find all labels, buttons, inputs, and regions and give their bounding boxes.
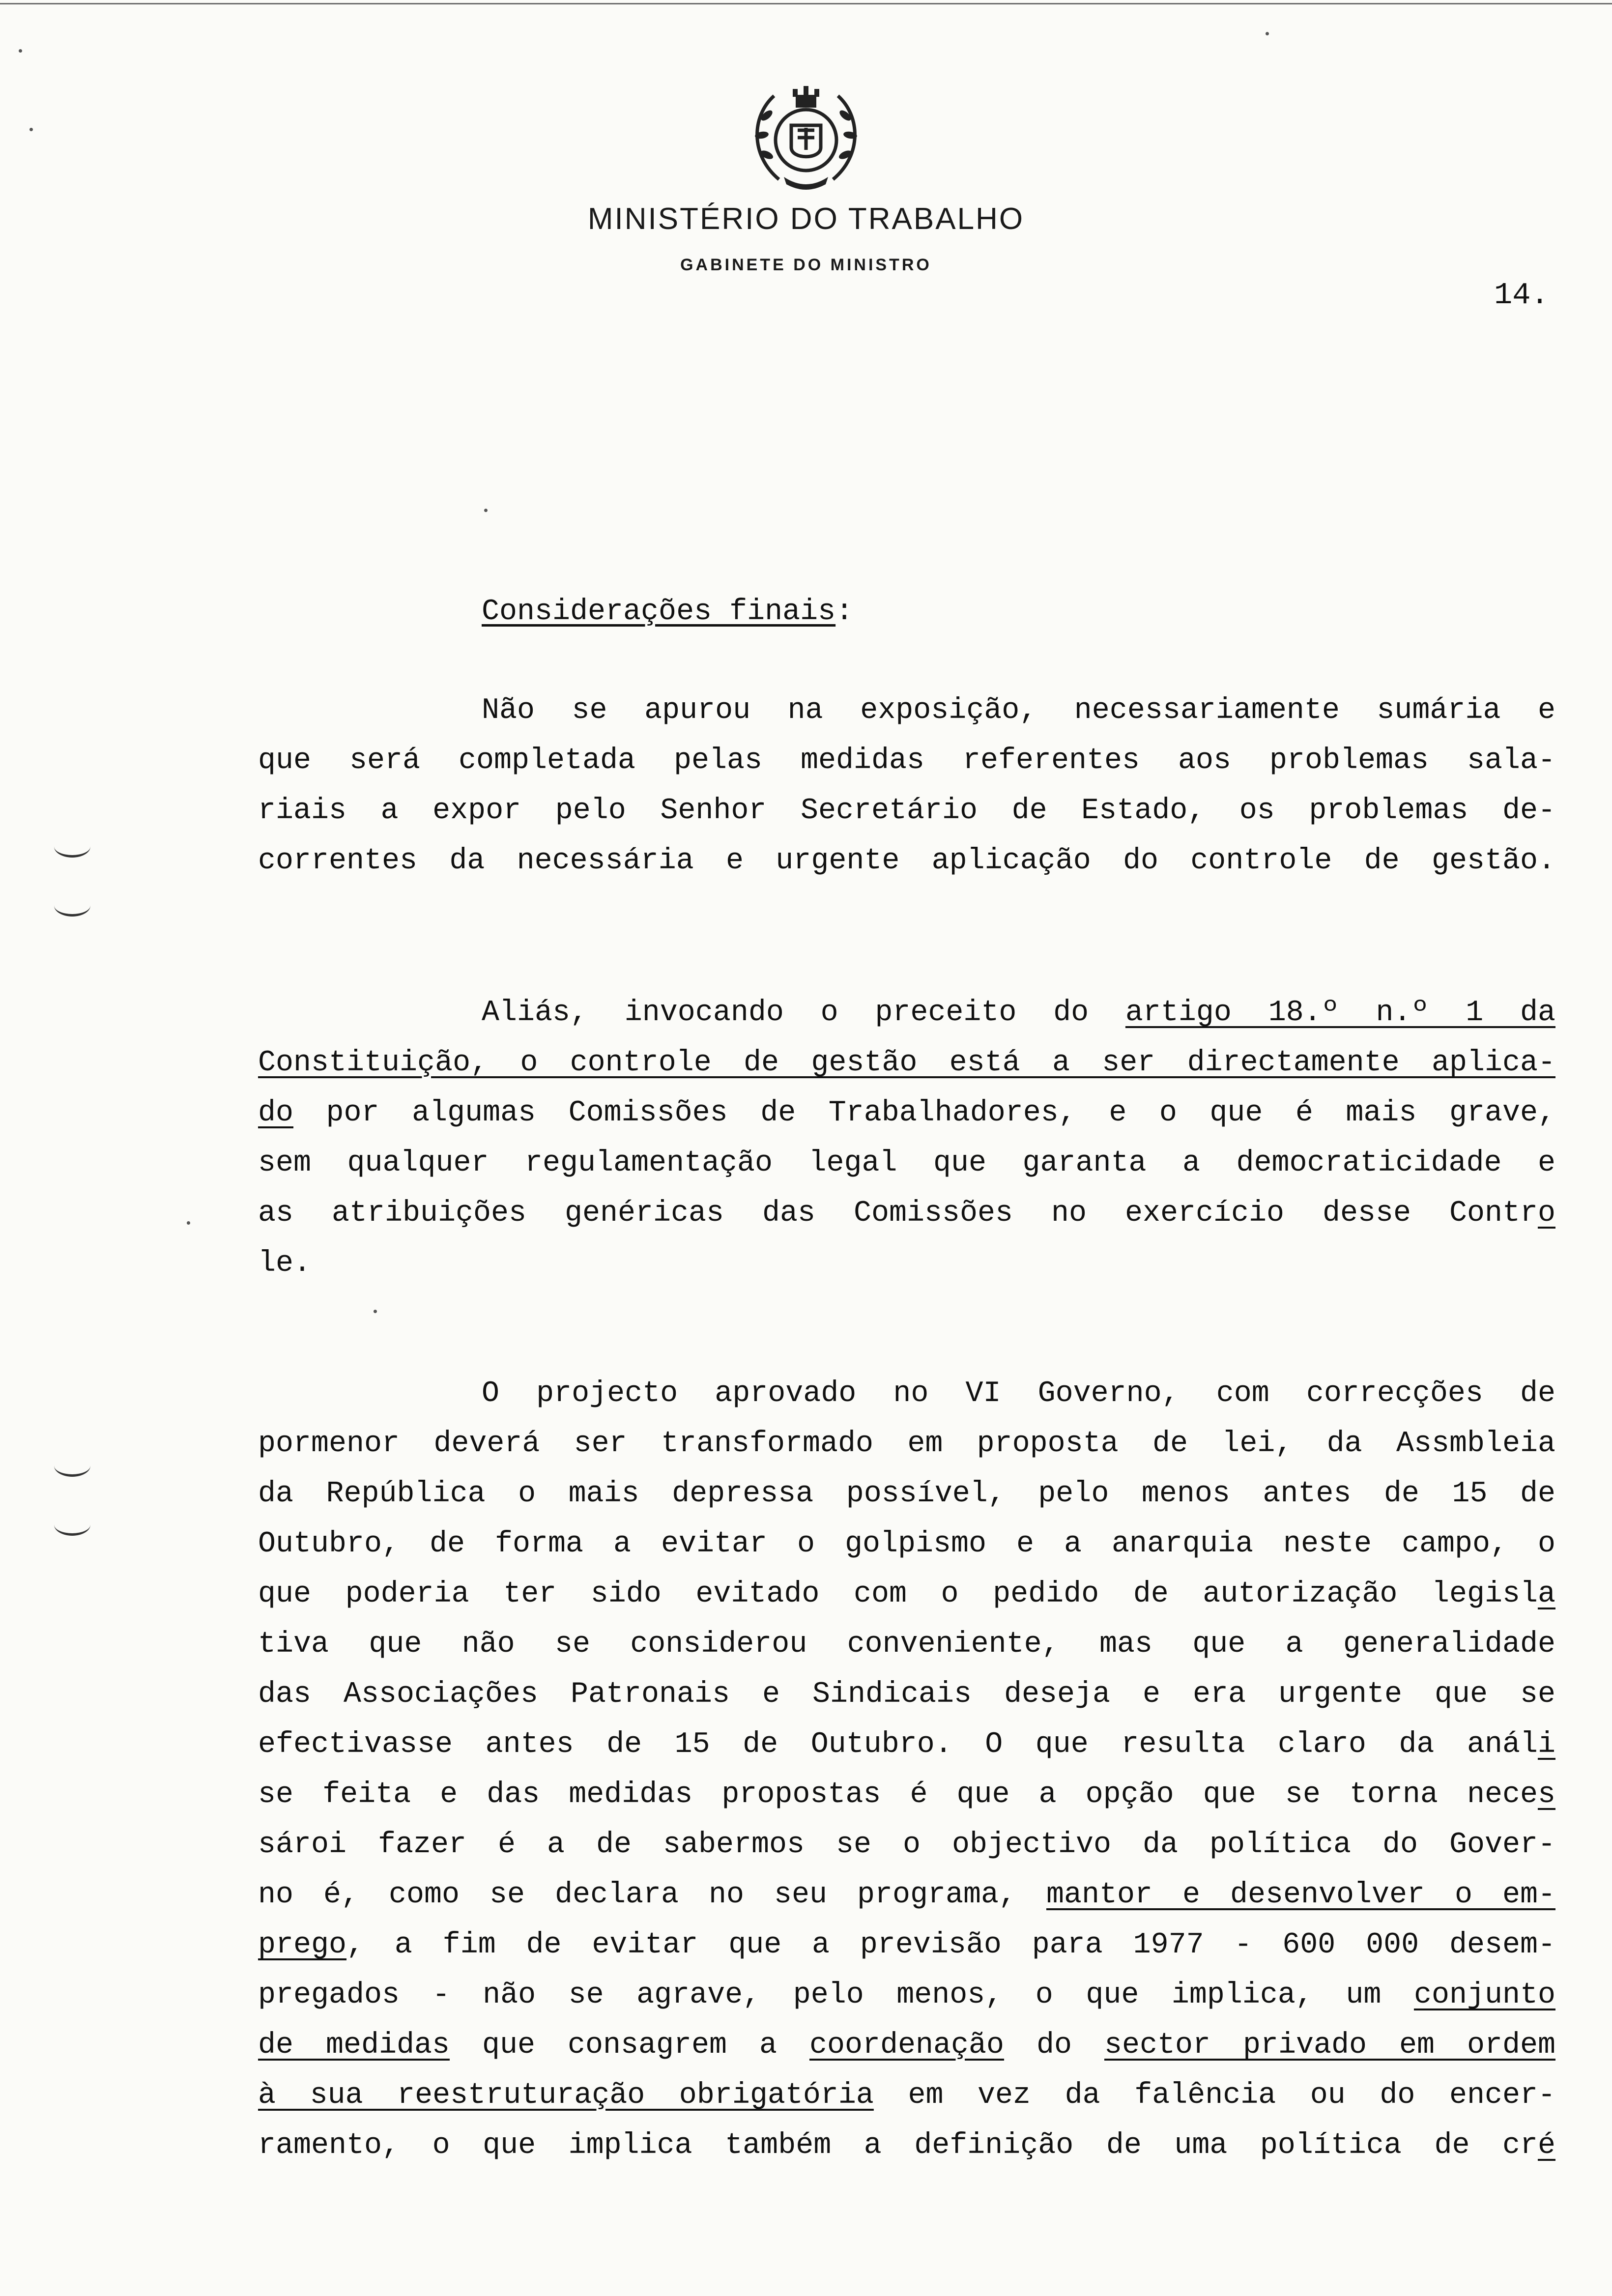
text-run: pregados - não se agrave, pelo menos, o que implica, um bbox=[258, 1979, 1414, 2012]
paragraph-3-line bbox=[258, 2070, 1555, 2121]
top-rule bbox=[0, 3, 1612, 4]
paragraph-1-line: Não se apurou na exposição, necessariamente sumária e bbox=[482, 694, 1555, 727]
paragraph-3-line bbox=[258, 1970, 1555, 2020]
paragraph-3-line: tiva que não se considerou conveniente, mas que a generalidade bbox=[258, 1628, 1555, 1661]
text-run: as atribuições genéricas das Comissões no exercício desse Contr bbox=[258, 1197, 1538, 1230]
paragraph-3-line bbox=[258, 1770, 1555, 1820]
text-run: que poderia ter sido evitado com o pedido de autorização legisl bbox=[258, 1578, 1538, 1611]
text-run: no é, como se declara no seu programa, bbox=[258, 1878, 1046, 1912]
underlined-phrase: coordenação bbox=[809, 2029, 1005, 2062]
paragraph-2-line bbox=[258, 1188, 1555, 1238]
underlined-syllable: a bbox=[1537, 1578, 1555, 1611]
paragraph-1-line: riais a expor pelo Senhor Secretário de Estado, os problemas de- bbox=[258, 794, 1555, 828]
speck bbox=[19, 49, 22, 53]
paragraph-1-line: que será completada pelas medidas referentes aos problemas sala- bbox=[258, 744, 1555, 777]
paragraph-3-line: das Associações Patronais e Sindicais deseja e era urgente que se bbox=[258, 1678, 1555, 1711]
underlined-phrase: de medidas bbox=[258, 2029, 450, 2062]
underlined-syllable: i bbox=[1537, 1728, 1555, 1761]
text-run: do bbox=[1004, 2029, 1104, 2062]
paragraph-2-line bbox=[258, 1088, 1555, 1138]
coat-of-arms-emblem bbox=[745, 81, 867, 194]
paragraph-2-line bbox=[258, 1038, 1555, 1088]
speck bbox=[187, 1221, 190, 1225]
text-run: , a fim de evitar que a previsão para 1977 - 600 000 desem- bbox=[346, 1928, 1555, 1962]
text-run: Aliás, invocando o preceito do bbox=[482, 996, 1125, 1030]
underlined-phrase: prego bbox=[258, 1928, 347, 1962]
paragraph-3-line: da República o mais depressa possível, pelo menos antes de 15 de bbox=[258, 1477, 1555, 1511]
underlined-phrase: sector privado em ordem bbox=[1104, 2029, 1556, 2062]
paragraph-3-line bbox=[258, 1720, 1555, 1770]
underlined-reference: Constituição, o controle de gestão está a ser directamente aplica- bbox=[258, 1046, 1555, 1080]
text-run: por algumas Comissões de Trabalhadores, e o que é mais grave, bbox=[293, 1096, 1555, 1130]
underlined-phrase: conjunto bbox=[1413, 1979, 1555, 2012]
paragraph-3-line: sároi fazer é a de sabermos se o objectivo da política do Gover- bbox=[258, 1828, 1555, 1862]
page-number: 14. bbox=[1494, 278, 1549, 313]
section-title bbox=[482, 592, 853, 631]
text-run: se feita e das medidas propostas é que a opção que se torna nece bbox=[258, 1778, 1538, 1811]
text-run: em vez da falência ou do encer- bbox=[873, 2079, 1555, 2112]
paragraph-3-line bbox=[258, 2020, 1555, 2070]
paragraph-1-line: correntes da necessária e urgente aplicação do controle de gestão. bbox=[258, 844, 1555, 878]
paragraph-3-line bbox=[258, 1569, 1555, 1619]
paragraph-3-line: pormenor deverá ser transformado em proposta de lei, da Assmbleia bbox=[258, 1427, 1555, 1461]
paragraph-3-line bbox=[258, 1920, 1555, 1970]
margin-mark bbox=[54, 1514, 90, 1536]
text-run: ramento, o que implica também a definição de uma política de cr bbox=[258, 2129, 1538, 2162]
margin-mark bbox=[54, 894, 90, 917]
paragraph-2-line: sem qualquer regulamentação legal que garanta a democraticidade e bbox=[258, 1147, 1555, 1180]
section-title-colon: : bbox=[835, 595, 854, 629]
margin-mark bbox=[54, 1455, 90, 1477]
section-title-text: Considerações finais bbox=[482, 595, 836, 629]
underlined-phrase: mantor e desenvolver o em- bbox=[1046, 1878, 1555, 1912]
underlined-reference: do bbox=[258, 1096, 294, 1130]
paragraph-3-line: O projecto aprovado no VI Governo, com correcções de bbox=[482, 1377, 1555, 1410]
paragraph-3-line bbox=[258, 1870, 1555, 1920]
margin-mark bbox=[54, 835, 90, 858]
ministry-name: MINISTÉRIO DO TRABALHO bbox=[587, 202, 1025, 236]
speck bbox=[374, 1310, 377, 1313]
cabinet-subtitle: GABINETE DO MINISTRO bbox=[680, 256, 932, 274]
underlined-syllable: é bbox=[1537, 2129, 1555, 2162]
paragraph-3-line bbox=[258, 2121, 1555, 2171]
underlined-reference: artigo 18.º n.º 1 da bbox=[1125, 996, 1555, 1030]
underlined-syllable: s bbox=[1537, 1778, 1555, 1811]
paragraph-2-line: le. bbox=[258, 1247, 312, 1280]
underlined-syllable: o bbox=[1537, 1197, 1555, 1230]
paragraph-3-line: Outubro, de forma a evitar o golpismo e a anarquia neste campo, o bbox=[258, 1527, 1555, 1561]
speck bbox=[1266, 32, 1269, 35]
paragraph-2-line bbox=[482, 988, 1555, 1038]
speck bbox=[484, 509, 488, 512]
underlined-phrase: à sua reestruturação obrigatória bbox=[258, 2079, 874, 2112]
speck bbox=[29, 128, 33, 131]
text-run: efectivasse antes de 15 de Outubro. O que resulta claro da anál bbox=[258, 1728, 1538, 1761]
text-run: que consagrem a bbox=[450, 2029, 809, 2062]
